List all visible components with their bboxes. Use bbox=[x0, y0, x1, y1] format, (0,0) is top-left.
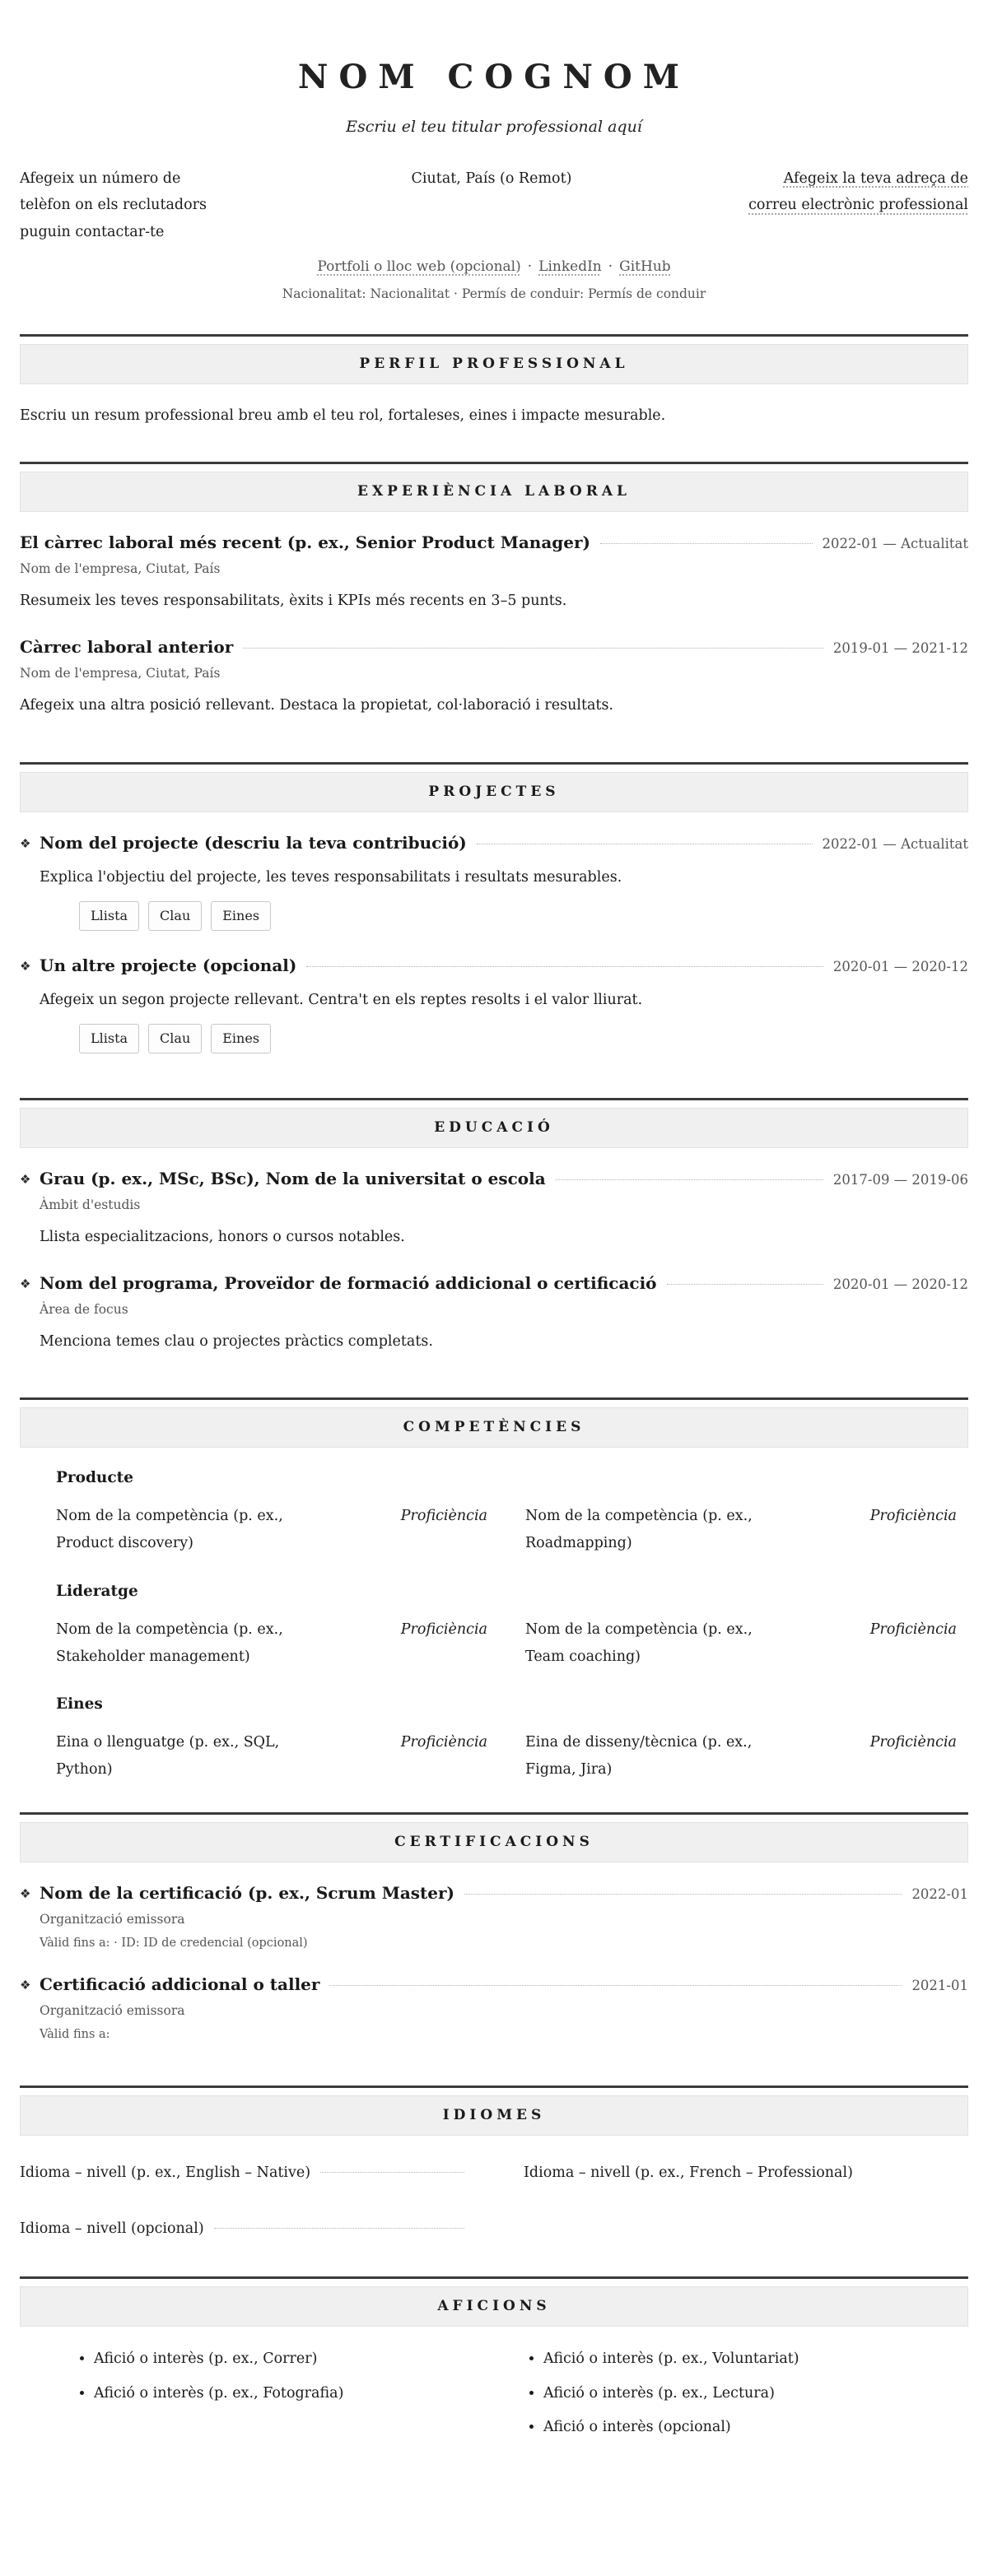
dotted-leader bbox=[306, 966, 823, 967]
project-dates: 2020-01 — 2020-12 bbox=[832, 958, 968, 974]
email-link[interactable]: Afegeix la teva adreça de correu electrònic professional bbox=[748, 170, 968, 214]
certification-name: Nom de la certificació (p. ex., Scrum Master) bbox=[40, 1882, 455, 1903]
section-certifications-body bbox=[20, 1862, 968, 2062]
skill-grid bbox=[56, 1605, 957, 1676]
skill-level: Proficiència bbox=[869, 1620, 957, 1638]
field-of-study: Àrea de focus bbox=[40, 1301, 128, 1317]
diamond-bullet-icon: ❖ bbox=[20, 1977, 31, 1992]
hobby-item: • Afició o interès (p. ex., Correr) bbox=[94, 2349, 478, 2369]
email-cell bbox=[748, 165, 968, 219]
section-profile-title: PERFIL PROFESSIONAL bbox=[359, 356, 629, 373]
company-line: Nom de l'empresa, Ciutat, País bbox=[20, 561, 221, 577]
validity-line: Vàlid fins a: · ID: ID de credencial (opcional) bbox=[40, 1936, 308, 1950]
certification-date: 2021-01 bbox=[911, 1977, 968, 1993]
certification-entry-head bbox=[20, 1883, 968, 1903]
skill-name: Nom de la competència (p. ex., Product discovery) bbox=[56, 1508, 283, 1552]
section-projects bbox=[20, 762, 968, 1075]
section-profile-bar bbox=[20, 344, 968, 384]
section-education-bar bbox=[20, 1108, 968, 1148]
tag-chip: Clau bbox=[148, 901, 202, 931]
certification-entry-head bbox=[20, 1974, 968, 1994]
language-item bbox=[524, 2160, 968, 2186]
project-entry-head bbox=[20, 956, 968, 975]
field-of-study: Àmbit d'estudis bbox=[40, 1197, 141, 1212]
education-entry-head bbox=[20, 1273, 968, 1293]
diamond-bullet-icon: ❖ bbox=[20, 1886, 31, 1901]
experience-entry-head bbox=[20, 532, 968, 552]
education-description: Llista especialitzacions, honors o cursos notables. bbox=[40, 1228, 405, 1245]
dotted-leader bbox=[464, 1894, 902, 1895]
language-item bbox=[20, 2216, 464, 2242]
tag-chip: Llista bbox=[79, 1024, 139, 1053]
job-description: Resumeix les teves responsabilitats, èxits i KPIs més recents en 3–5 punts. bbox=[20, 593, 567, 610]
education-entry-head bbox=[20, 1169, 968, 1188]
diamond-bullet-icon: ❖ bbox=[20, 835, 31, 851]
project-name: Un altre projecte (opcional) bbox=[40, 955, 297, 975]
section-projects-bar bbox=[20, 772, 968, 812]
section-languages-title: IDIOMES bbox=[442, 2106, 546, 2123]
skill-item bbox=[56, 1605, 487, 1676]
tag-chip: Eines bbox=[211, 1024, 271, 1053]
dotted-leader bbox=[329, 1985, 902, 1986]
language-item-empty bbox=[524, 2216, 968, 2242]
job-description: Afegeix una altra posició rellevant. Destaca la propietat, col·laboració i resultats. bbox=[20, 697, 613, 714]
company-line: Nom de l'empresa, Ciutat, País bbox=[20, 666, 221, 681]
location-text: Ciutat, País (o Remot) bbox=[411, 170, 572, 187]
issuer-line: Organització emissora bbox=[40, 2002, 185, 2018]
education-description: Menciona temes clau o projectes pràctics completats. bbox=[40, 1332, 433, 1350]
phone-text: Afegeix un número de telèfon on els reclutadors puguin contactar-te bbox=[20, 170, 207, 240]
section-profile bbox=[20, 334, 968, 439]
dotted-leader bbox=[320, 2172, 464, 2173]
job-title: El càrrec laboral més recent (p. ex., Senior Product Manager) bbox=[20, 532, 591, 553]
linkedin-link[interactable]: LinkedIn bbox=[538, 258, 602, 276]
profile-summary: Escriu un resum professional breu amb el teu rol, fortaleses, eines i impacte mesurable. bbox=[20, 407, 666, 425]
project-description: Explica l'objectiu del projecte, les teves responsabilitats i resultats mesurables. bbox=[40, 868, 622, 886]
education-entry bbox=[20, 1273, 968, 1353]
skill-level: Proficiència bbox=[400, 1508, 487, 1524]
hobby-item: • Afició o interès (p. ex., Lectura) bbox=[543, 2383, 968, 2404]
project-entry bbox=[20, 956, 968, 1053]
skill-grid bbox=[56, 1718, 957, 1789]
section-education-title: EDUCACIÓ bbox=[434, 1118, 554, 1136]
project-entry bbox=[20, 833, 968, 931]
skill-name: Nom de la competència (p. ex., Stakeholder management) bbox=[56, 1620, 283, 1665]
section-hobbies bbox=[20, 2276, 968, 2462]
language-text: Idioma – nivell (p. ex., English – Native) bbox=[20, 2164, 311, 2181]
certification-name: Certificació addicional o taller bbox=[40, 1974, 320, 1994]
education-dates: 2017-09 — 2019-06 bbox=[832, 1171, 968, 1188]
section-languages bbox=[20, 2085, 968, 2254]
skill-level: Proficiència bbox=[869, 1734, 957, 1751]
section-experience-bar bbox=[20, 472, 968, 512]
dotted-leader bbox=[556, 1179, 823, 1180]
experience-entry-head bbox=[20, 637, 968, 657]
certification-entry bbox=[20, 1974, 968, 2041]
skill-group-name: Lideratge bbox=[56, 1582, 138, 1600]
section-languages-body bbox=[20, 2136, 968, 2254]
section-skills-title: COMPETÈNCIES bbox=[403, 1419, 585, 1435]
section-hobbies-bar bbox=[20, 2286, 968, 2327]
section-experience-title: EXPERIÈNCIA LABORAL bbox=[357, 483, 631, 500]
hobby-list-left bbox=[20, 2349, 478, 2451]
project-tags bbox=[20, 901, 968, 931]
dotted-leader bbox=[214, 2228, 464, 2229]
portfolio-link[interactable]: Portfoli o lloc web (opcional) bbox=[317, 258, 521, 276]
section-profile-body bbox=[20, 384, 968, 439]
project-description: Afegeix un segon projecte rellevant. Centra't en els reptes resolts i el valor lliurat. bbox=[40, 991, 643, 1008]
nationality-license-text: Nacionalitat: Nacionalitat · Permís de conduir: Permís de conduir bbox=[282, 286, 706, 302]
candidate-name: NOM COGNOM bbox=[297, 58, 691, 96]
skill-name: Nom de la competència (p. ex., Team coaching) bbox=[525, 1620, 753, 1665]
resume-header bbox=[20, 58, 968, 301]
skill-name: Eina o llenguatge (p. ex., SQL, Python) bbox=[56, 1734, 280, 1779]
job-dates: 2019-01 — 2021-12 bbox=[832, 640, 968, 657]
hobby-item: • Afició o interès (p. ex., Fotografia) bbox=[94, 2383, 478, 2404]
language-text: Idioma – nivell (p. ex., French – Professional) bbox=[524, 2164, 853, 2181]
section-hobbies-body bbox=[20, 2327, 968, 2462]
language-item bbox=[20, 2160, 464, 2186]
tag-chip: Llista bbox=[79, 901, 139, 931]
language-grid bbox=[20, 2156, 968, 2243]
diamond-bullet-icon: ❖ bbox=[20, 1171, 31, 1187]
section-hobbies-title: AFICIONS bbox=[437, 2298, 551, 2315]
professional-headline: Escriu el teu titular professional aquí bbox=[346, 118, 642, 136]
project-tags bbox=[20, 1024, 968, 1053]
section-skills-body bbox=[20, 1448, 968, 1789]
skill-item bbox=[56, 1491, 487, 1563]
section-certifications-title: CERTIFICACIONS bbox=[394, 1833, 594, 1850]
github-link[interactable]: GitHub bbox=[619, 258, 671, 276]
education-entry bbox=[20, 1169, 968, 1248]
validity-line: Vàlid fins a: bbox=[40, 2027, 110, 2041]
project-dates: 2022-01 — Actualitat bbox=[822, 835, 968, 852]
education-dates: 2020-01 — 2020-12 bbox=[832, 1276, 968, 1292]
skill-grid bbox=[56, 1491, 957, 1563]
skill-level: Proficiència bbox=[400, 1620, 487, 1638]
tag-chip: Eines bbox=[211, 901, 271, 931]
tag-chip: Clau bbox=[148, 1024, 202, 1053]
skill-item bbox=[525, 1491, 957, 1563]
section-skills-bar bbox=[20, 1407, 968, 1448]
certification-date: 2022-01 bbox=[911, 1886, 968, 1902]
section-certifications-bar bbox=[20, 1822, 968, 1862]
skill-group-name: Eines bbox=[56, 1695, 103, 1713]
dotted-leader bbox=[243, 648, 823, 649]
contact-row bbox=[20, 165, 968, 245]
diamond-bullet-icon: ❖ bbox=[20, 1276, 31, 1291]
degree-title: Nom del programa, Proveïdor de formació addicional o certificació bbox=[40, 1272, 657, 1293]
section-experience bbox=[20, 462, 968, 738]
link-separator: · bbox=[608, 258, 613, 276]
job-title: Càrrec laboral anterior bbox=[20, 637, 234, 658]
links-row bbox=[20, 258, 968, 275]
skill-item bbox=[525, 1605, 957, 1676]
hobby-item: • Afició o interès (opcional) bbox=[543, 2417, 968, 2438]
hobby-item: • Afició o interès (p. ex., Voluntariat) bbox=[543, 2349, 968, 2369]
section-projects-body bbox=[20, 812, 968, 1075]
section-education bbox=[20, 1098, 968, 1374]
job-dates: 2022-01 — Actualitat bbox=[822, 536, 968, 552]
skill-level: Proficiència bbox=[400, 1734, 487, 1751]
experience-entry bbox=[20, 637, 968, 717]
skill-name: Eina de disseny/tècnica (p. ex., Figma, Jira) bbox=[525, 1734, 753, 1779]
section-experience-body bbox=[20, 512, 968, 738]
degree-title: Grau (p. ex., MSc, BSc), Nom de la universitat o escola bbox=[40, 1168, 546, 1188]
hobby-grid bbox=[20, 2347, 968, 2451]
dotted-leader bbox=[667, 1284, 823, 1285]
experience-entry bbox=[20, 532, 968, 612]
section-education-body bbox=[20, 1148, 968, 1374]
language-text: Idioma – nivell (opcional) bbox=[20, 2220, 204, 2237]
project-name: Nom del projecte (descriu la teva contribució) bbox=[40, 832, 467, 853]
skill-item bbox=[56, 1718, 487, 1789]
certification-entry bbox=[20, 1883, 968, 1950]
skill-name: Nom de la competència (p. ex., Roadmapping) bbox=[525, 1508, 753, 1552]
section-projects-title: PROJECTES bbox=[428, 783, 560, 800]
section-skills bbox=[20, 1397, 968, 1789]
section-languages-bar bbox=[20, 2095, 968, 2136]
project-entry-head bbox=[20, 833, 968, 853]
skill-group-name: Producte bbox=[56, 1469, 133, 1486]
dotted-leader bbox=[600, 543, 813, 544]
diamond-bullet-icon: ❖ bbox=[20, 958, 31, 974]
link-separator: · bbox=[527, 258, 533, 276]
hobby-list-right bbox=[510, 2349, 968, 2451]
section-certifications bbox=[20, 1812, 968, 2062]
skill-level: Proficiència bbox=[869, 1508, 957, 1524]
issuer-line: Organització emissora bbox=[40, 1911, 185, 1927]
skill-item bbox=[525, 1718, 957, 1789]
